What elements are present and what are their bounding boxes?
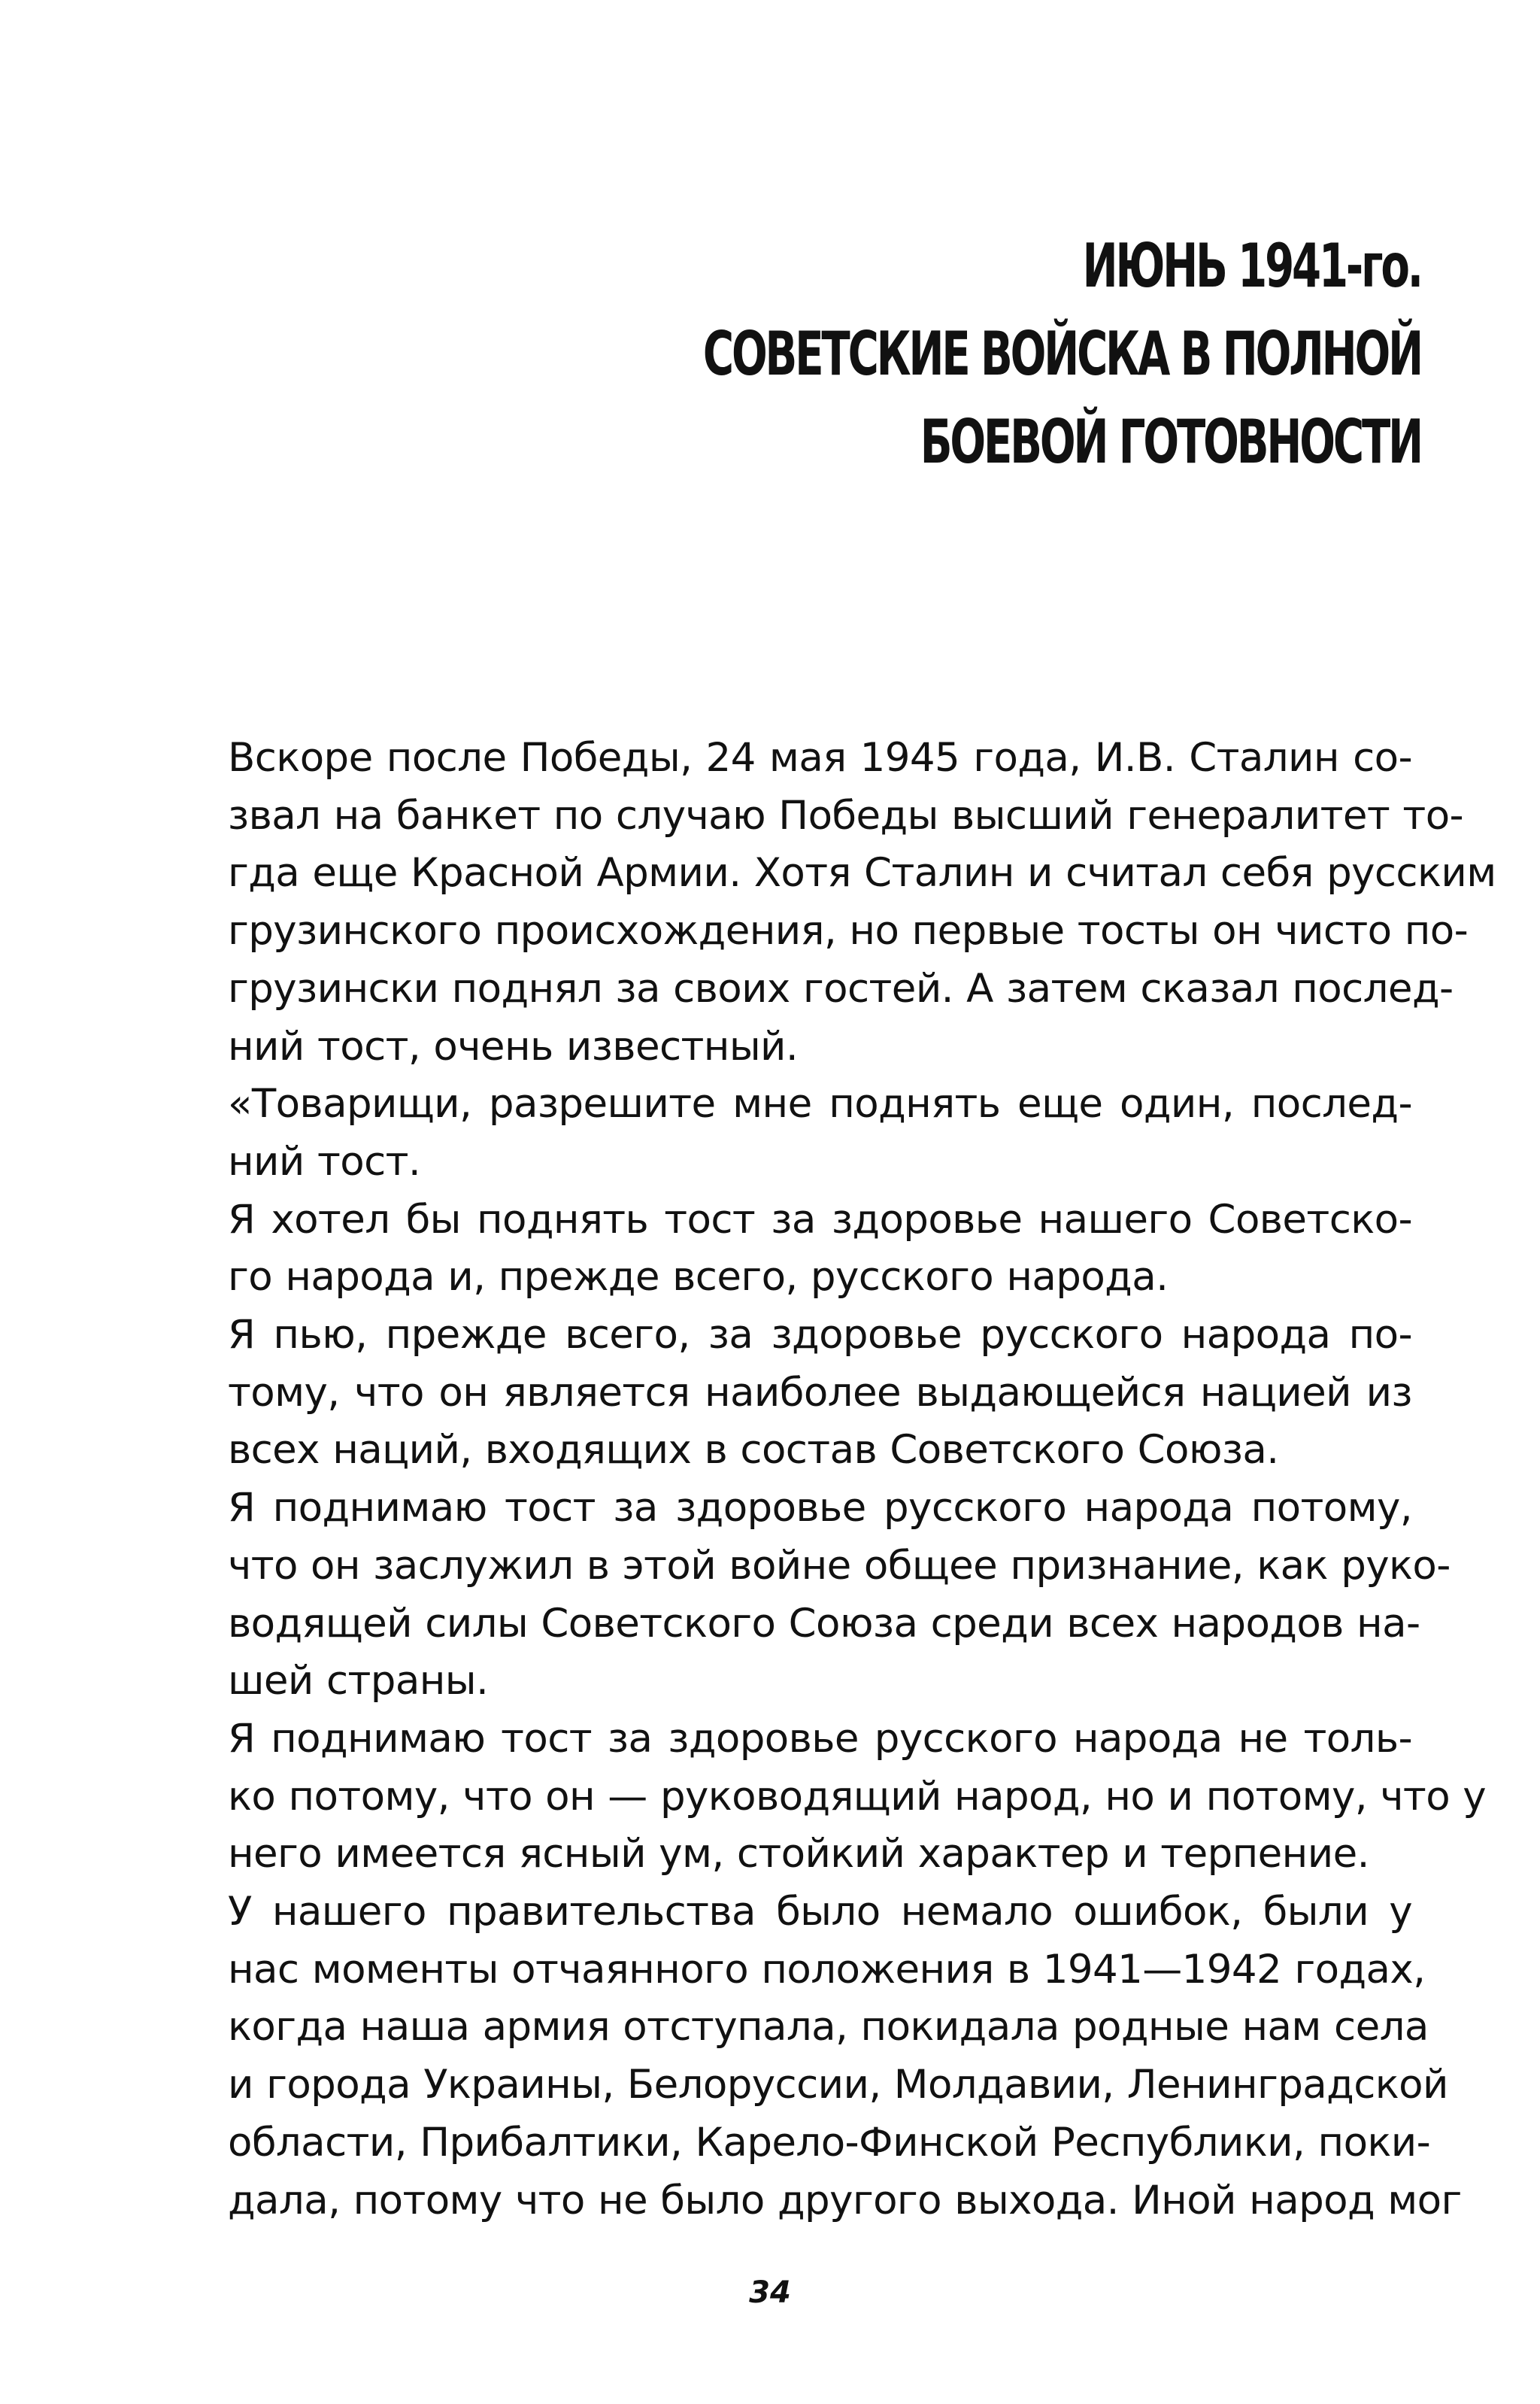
text-line: Я пью, прежде всего, за здоровье русского народа по- — [228, 1312, 1412, 1358]
text-line: Я поднимаю тост за здоровье русского народа не толь- — [228, 1715, 1412, 1762]
text-line: что он заслужил в этой войне общее признание, как руко- — [228, 1542, 1451, 1589]
text-line: грузинского происхождения, но первые тосты он чисто по- — [228, 908, 1469, 955]
text-line: водящей силы Советского Союза среди всех народов на- — [228, 1600, 1420, 1647]
text-line: всех наций, входящих в состав Советского Союза. — [228, 1427, 1279, 1474]
text-line: него имеется ясный ум, стойкий характер и терпение. — [228, 1831, 1369, 1877]
page-number: 34 — [749, 2275, 791, 2310]
text-line: тому, что он является наиболее выдающейся нацией из — [228, 1369, 1412, 1416]
paragraph — [134, 1307, 1412, 1480]
chapter-heading-line-1: ИЮНЬ 1941-го. — [1082, 231, 1421, 301]
paragraph — [134, 730, 1496, 1076]
text-line: Вскоре после Победы, 24 мая 1945 года, И.В. Сталин со- — [228, 735, 1412, 781]
paragraph — [134, 1710, 1487, 1883]
chapter-heading — [489, 222, 1421, 486]
text-line: гда еще Красной Армии. Хотя Сталин и считал себя русским — [228, 850, 1496, 897]
text-line: нас моменты отчаянного положения в 1941—1942 годах, — [228, 1946, 1426, 1993]
text-line: дала, потому что не было другого выхода. Иной народ мог — [228, 2177, 1462, 2223]
text-line: когда наша армия отступала, покидала родные нам села — [228, 2004, 1429, 2050]
paragraph — [134, 1480, 1451, 1710]
chapter-heading-line-2: СОВЕТСКИЕ ВОЙСКА В ПОЛНОЙ — [702, 319, 1421, 389]
text-line: Я поднимаю тост за здоровье русского народа потому, — [228, 1485, 1412, 1531]
text-line: области, Прибалтики, Карело-Финской Республики, поки- — [228, 2119, 1431, 2166]
paragraph — [134, 1076, 1412, 1191]
text-line: ко потому, что он — руководящий народ, но и потому, что у — [228, 1773, 1487, 1820]
chapter-heading-line-3: БОЕВОЙ ГОТОВНОСТИ — [920, 407, 1421, 477]
paragraph — [134, 1191, 1412, 1307]
text-line: Я хотел бы поднять тост за здоровье нашего Советско- — [228, 1196, 1412, 1243]
text-line: ний тост, очень известный. — [228, 1023, 799, 1070]
text-line: ний тост. — [228, 1138, 421, 1185]
body-text — [134, 730, 1496, 2229]
text-line: и города Украины, Белоруссии, Молдавии, Ленинградской — [228, 2062, 1448, 2108]
text-line: звал на банкет по случаю Победы высший генералитет то- — [228, 792, 1464, 839]
text-line: «Товарищи, разрешите мне поднять еще один, послед- — [228, 1081, 1412, 1128]
text-line: грузински поднял за своих гостей. А затем сказал послед- — [228, 965, 1454, 1012]
text-line: У нашего правительства было немало ошибок, были у — [228, 1889, 1412, 1935]
text-line: шей страны. — [228, 1658, 489, 1704]
paragraph — [134, 1883, 1462, 2229]
text-line: го народа и, прежде всего, русского народа. — [228, 1254, 1169, 1301]
